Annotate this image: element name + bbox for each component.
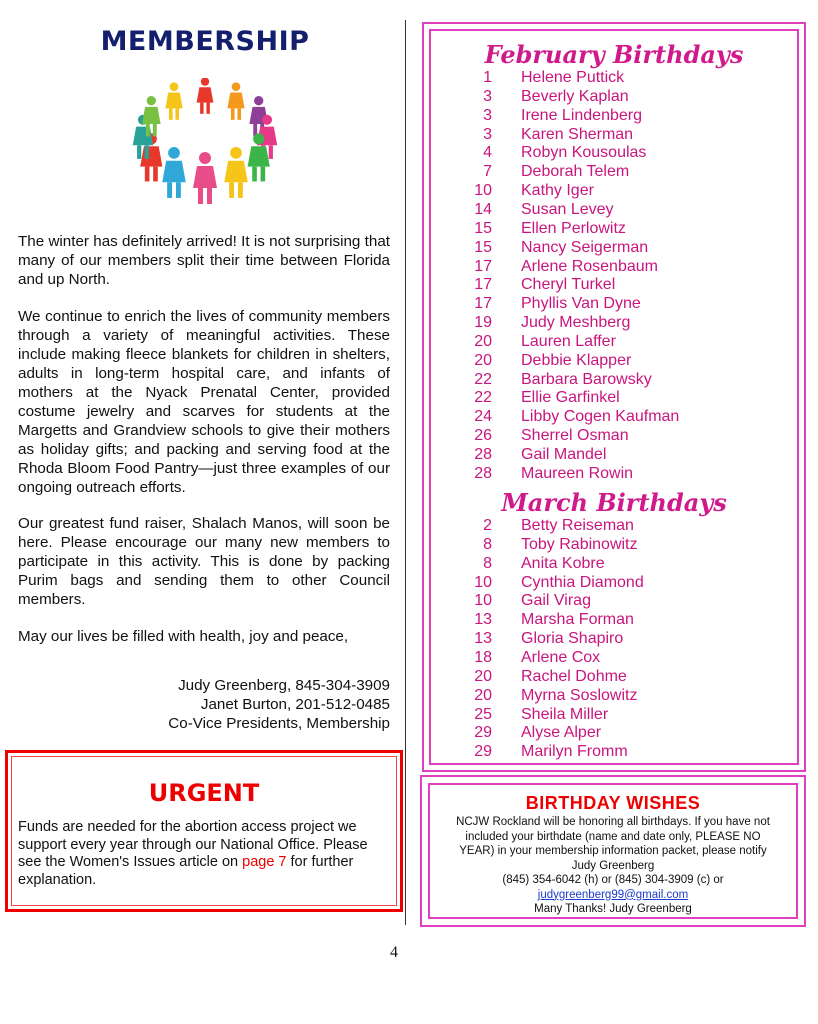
birthday-row xyxy=(424,201,804,220)
birthday-day: 25 xyxy=(474,705,492,723)
birthday-name: Cheryl Turkel xyxy=(521,276,616,294)
birthday-name: Nancy Seigerman xyxy=(521,238,649,256)
birthday-name: Arlene Rosenbaum xyxy=(521,257,658,275)
birthday-day: 13 xyxy=(474,611,492,629)
birthday-name: Irene Lindenberg xyxy=(521,106,642,124)
birthday-day: 20 xyxy=(474,686,492,704)
birthday-name: Deborah Telem xyxy=(521,163,630,181)
wish-line: (845) 354-6042 (h) or (845) 304-3909 (c) or xyxy=(502,874,724,886)
activities-paragraph: We continue to enrich the lives of community members through a variety of meaningful activities. These include making fleece blankets for children in shelters, adults in long-term hospital care, and infants of mothers at the Nyack Prenatal Center, provided costume jewelry and scarves for students at the Margetts and Grandview schools to give their mothers as holiday gifts; and packing and serving food at the Rhoda Bloom Food Pantry—just three examples of our ongoing outreach efforts. xyxy=(18,308,390,496)
birthday-row xyxy=(424,126,804,145)
birthday-row xyxy=(424,706,804,725)
birthdays-box xyxy=(422,22,806,772)
birthday-row xyxy=(424,536,804,555)
closing-paragraph: May our lives be filled with health, joy and peace, xyxy=(18,628,349,645)
birthday-wishes-text xyxy=(426,815,800,917)
page-7-link[interactable]: page 7 xyxy=(242,854,287,870)
birthday-name: Cynthia Diamond xyxy=(521,573,644,591)
birthday-row xyxy=(424,574,804,593)
birthday-day: 3 xyxy=(483,125,492,143)
person-figure xyxy=(197,78,214,114)
wish-line: NCJW Rockland will be honoring all birthdays. If you have not xyxy=(456,816,770,828)
birthday-day: 28 xyxy=(474,446,492,463)
birthday-day: 3 xyxy=(483,87,492,105)
birthday-name: Toby Rabinowitz xyxy=(521,535,638,553)
march-heading: March Birthdays xyxy=(501,488,727,517)
column-divider xyxy=(405,20,406,925)
urgent-text-end: for further explanation. xyxy=(18,854,354,888)
birthday-row xyxy=(424,163,804,182)
birthday-name: Sherrel Osman xyxy=(521,427,629,445)
birthday-name: Helene Puttick xyxy=(521,69,625,86)
birthday-row xyxy=(424,333,804,352)
signature-line: Janet Burton, 201-512-0485 xyxy=(200,696,390,713)
email-link[interactable]: judygreenberg99@gmail.com xyxy=(537,888,689,901)
birthday-name: Karen Sherman xyxy=(521,125,634,143)
birthday-name: Robyn Kousoulas xyxy=(521,144,647,162)
wish-closing: Many Thanks! Judy Greenberg xyxy=(534,903,692,915)
signature-line: Co-Vice Presidents, Membership xyxy=(168,715,390,732)
birthday-row xyxy=(424,144,804,163)
birthday-day: 2 xyxy=(483,517,492,534)
birthday-day: 8 xyxy=(483,554,492,572)
birthday-name: Judy Meshberg xyxy=(521,314,631,332)
birthday-row xyxy=(424,371,804,390)
membership-title: MEMBERSHIP xyxy=(100,26,310,57)
birthday-wishes-box xyxy=(420,775,806,927)
wish-line: Judy Greenberg xyxy=(571,859,655,872)
birthday-row xyxy=(424,408,804,427)
birthday-name: Sheila Miller xyxy=(521,705,609,723)
birthday-day: 4 xyxy=(483,144,492,162)
birthday-day: 26 xyxy=(474,427,492,445)
birthday-day: 15 xyxy=(474,219,492,237)
birthday-row xyxy=(424,687,804,706)
birthday-day: 20 xyxy=(474,351,492,369)
birthday-row xyxy=(424,182,804,201)
birthday-day: 20 xyxy=(474,667,492,685)
birthday-row xyxy=(424,69,804,88)
birthday-row xyxy=(424,743,804,762)
birthday-name: Barbara Barowsky xyxy=(521,370,652,388)
wish-line: YEAR) in your membership information packet, please notify xyxy=(459,845,767,857)
birthday-day: 24 xyxy=(474,408,492,426)
birthday-row xyxy=(424,352,804,371)
birthday-row xyxy=(424,668,804,687)
birthday-day: 20 xyxy=(474,332,492,350)
person-figure xyxy=(165,82,182,119)
birthday-name: Ellie Garfinkel xyxy=(521,389,620,407)
birthday-row xyxy=(424,314,804,333)
birthday-name: Gail Virag xyxy=(521,592,591,610)
signature-block xyxy=(168,676,390,733)
birthday-day: 22 xyxy=(474,389,492,407)
birthday-name: Alyse Alper xyxy=(521,724,602,742)
birthday-day: 14 xyxy=(474,200,492,218)
urgent-text-start: Funds are needed for the abortion access project we support every year through our National Office. Please see the Women's Issues article on xyxy=(18,819,368,870)
february-heading: February Birthdays xyxy=(484,40,744,69)
birthday-name: Betty Reiseman xyxy=(521,517,634,534)
birthday-row xyxy=(424,220,804,239)
birthday-name: Rachel Dohme xyxy=(521,667,627,685)
birthday-name: Arlene Cox xyxy=(521,648,601,666)
urgent-text xyxy=(18,819,390,889)
birthday-day: 15 xyxy=(474,238,492,256)
birthday-name: Gail Mandel xyxy=(521,446,607,463)
birthday-row xyxy=(424,88,804,107)
page-number: 4 xyxy=(390,944,398,961)
birthday-name: Kathy Iger xyxy=(521,182,594,200)
people-circle-illustration xyxy=(120,78,290,218)
birthday-day: 17 xyxy=(474,295,492,313)
person-figure xyxy=(193,152,217,204)
birthday-name: Susan Levey xyxy=(521,200,614,218)
birthday-row xyxy=(424,239,804,258)
birthday-name: Anita Kobre xyxy=(521,554,605,572)
birthday-row xyxy=(424,630,804,649)
birthday-day: 3 xyxy=(483,106,492,124)
birthday-day: 22 xyxy=(474,370,492,388)
birthday-row xyxy=(424,517,804,536)
birthday-day: 28 xyxy=(474,464,492,482)
birthday-day: 7 xyxy=(483,163,492,181)
birthday-day: 17 xyxy=(474,257,492,275)
intro-paragraph: The winter has definitely arrived! It is not surprising that many of our members split their time between Florida and up North. xyxy=(18,233,390,288)
birthday-day: 29 xyxy=(474,743,492,761)
birthday-day: 10 xyxy=(474,573,492,591)
person-figure xyxy=(227,82,244,119)
fundraiser-paragraph: Our greatest fund raiser, Shalach Manos, will soon be here. Please encourage our many new members to participate in this activity. This is done by packing Purim bags and sending them to other Council members. xyxy=(18,515,390,608)
birthday-row xyxy=(424,276,804,295)
birthday-row xyxy=(424,592,804,611)
birthday-day: 17 xyxy=(474,276,492,294)
birthday-row xyxy=(424,295,804,314)
birthday-name: Marilyn Fromm xyxy=(521,743,628,761)
birthday-day: 10 xyxy=(474,592,492,610)
birthday-name: Beverly Kaplan xyxy=(521,87,629,105)
birthday-row xyxy=(424,555,804,574)
birthday-row xyxy=(424,107,804,126)
birthday-name: Libby Cogen Kaufman xyxy=(521,408,680,426)
urgent-title: URGENT xyxy=(148,779,260,807)
birthday-name: Gloria Shapiro xyxy=(521,630,624,648)
birthday-row xyxy=(424,724,804,743)
birthday-day: 19 xyxy=(474,314,492,332)
birthday-row xyxy=(424,465,804,484)
urgent-box xyxy=(5,750,403,912)
signature-line: Judy Greenberg, 845-304-3909 xyxy=(178,677,390,694)
birthday-name: Phyllis Van Dyne xyxy=(521,295,641,313)
birthday-name: Lauren Laffer xyxy=(521,332,616,350)
birthday-name: Ellen Perlowitz xyxy=(521,219,626,237)
birthday-row xyxy=(424,389,804,408)
birthday-row xyxy=(424,258,804,277)
birthday-name: Marsha Forman xyxy=(521,611,634,629)
birthday-row xyxy=(424,649,804,668)
birthday-day: 10 xyxy=(474,182,492,200)
birthday-name: Maureen Rowin xyxy=(521,464,634,482)
birthday-day: 8 xyxy=(483,535,492,553)
wish-line: included your birthdate (name and date only, PLEASE NO xyxy=(465,830,761,843)
birthday-day: 1 xyxy=(483,69,492,86)
birthday-wishes-title: BIRTHDAY WISHES xyxy=(525,793,701,813)
person-figure xyxy=(162,147,186,198)
birthday-name: Myrna Soslowitz xyxy=(521,686,638,704)
birthday-row xyxy=(424,427,804,446)
person-figure xyxy=(224,147,248,198)
birthday-row xyxy=(424,446,804,465)
birthday-row xyxy=(424,611,804,630)
birthday-day: 13 xyxy=(474,630,492,648)
birthday-name: Debbie Klapper xyxy=(521,351,632,369)
birthday-day: 29 xyxy=(474,724,492,742)
birthday-day: 18 xyxy=(474,648,492,666)
